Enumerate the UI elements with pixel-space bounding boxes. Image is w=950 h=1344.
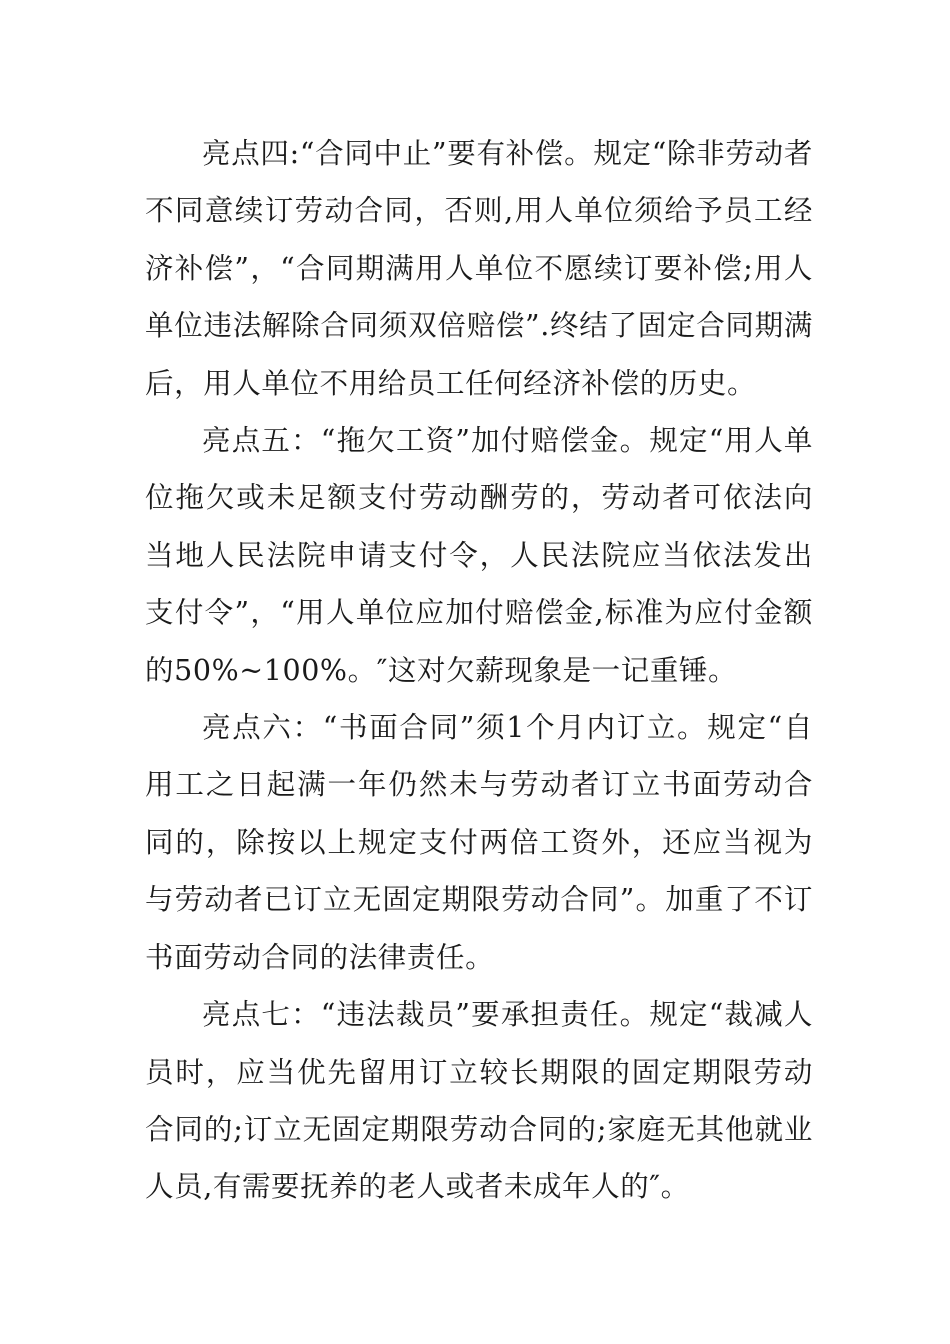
paragraph-highlight-5: 亮点五：“拖欠工资”加付赔偿金。规定“用人单位拖欠或未足额支付劳动酬劳的，劳动者可依法向当地人民法院申请支付令，人民法院应当依法发出支付令”，“用人单位应加付赔偿金,标准为应付金额的50%~100%。″这对欠薪现象是一记重锤。 <box>145 424 813 687</box>
document-body <box>145 125 813 1216</box>
paragraph-highlight-7: 亮点七：“违法裁员”要承担责任。规定“裁减人员时，应当优先留用订立较长期限的固定期限劳动合同的;订立无固定期限劳动合同的;家庭无其他就业人员,有需要抚养的老人或者未成年人的″。 <box>145 998 813 1204</box>
paragraph-highlight-6: 亮点六：“书面合同”须1个月内订立。规定“自用工之日起满一年仍然未与劳动者订立书面劳动合同的，除按以上规定支付两倍工资外，还应当视为与劳动者已订立无固定期限劳动合同”。加重了不订书面劳动合同的法律责任。 <box>145 711 813 974</box>
paragraph-highlight-4: 亮点四:“合同中止”要有补偿。规定“除非劳动者不同意续订劳动合同，否则,用人单位须给予员工经济补偿”，“合同期满用人单位不愿续订要补偿;用人单位违法解除合同须双倍赔偿”.终结了固定合同期满后，用人单位不用给员工任何经济补偿的历史。 <box>145 137 813 400</box>
